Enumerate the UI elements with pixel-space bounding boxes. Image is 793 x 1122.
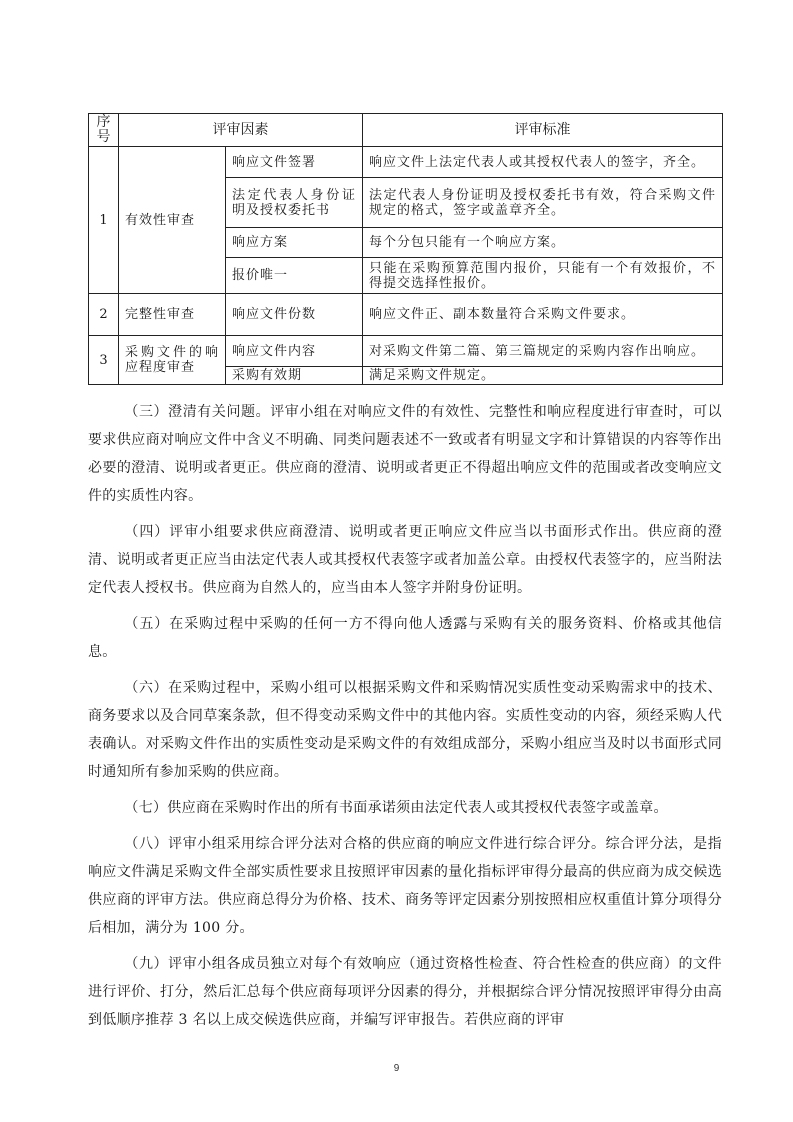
paragraph-clarification: （三）澄清有关问题。评审小组在对响应文件的有效性、完整性和响应程度进行审查时，可以要求供应商对响应文件中含义不明确、同类问题表述不一致或者有明显文字和计算错误的内容等作出必要的澄清、说明或者更正。供应商的澄清、说明或者更正不得超出响应文件的范围或者改变响应文件的实质性内容。: [88, 404, 722, 504]
factor-cell: 报价唯一: [226, 258, 363, 294]
seq-cell: 2: [89, 294, 119, 336]
category-cell: 采购文件的响应程度审查: [119, 336, 226, 385]
factor-cell: 采购有效期: [226, 367, 363, 385]
paragraph-confidentiality: （五）在采购过程中采购的任何一方不得向他人透露与采购有关的服务资料、价格或其他信息。: [88, 616, 722, 660]
paragraph-written-commitment: （七）供应商在采购时作出的所有书面承诺须由法定代表人或其授权代表签字或盖章。: [124, 800, 668, 816]
table-row: [89, 147, 723, 178]
header-factor: 评审因素: [119, 114, 363, 147]
factor-cell: 响应文件份数: [226, 294, 363, 336]
table-header-row: [89, 114, 723, 147]
body-text: [88, 398, 722, 1034]
page-number: 9: [393, 1063, 400, 1074]
category-cell: 有效性审查: [119, 147, 226, 294]
category-cell: 完整性审查: [119, 294, 226, 336]
paragraph-evaluation: （九）评审小组各成员独立对每个有效响应（通过资格性检查、符合性检查的供应商）的文件进行评价、打分，然后汇总每个供应商每项评分因素的得分，并根据综合评分情况按照评审得分由高到低顺序推荐 3 名以上成交候选供应商，并编写评审报告。若供应商的评审: [88, 956, 722, 1028]
standard-cell: 只能在采购预算范围内报价，只能有一个有效报价，不得提交选择性报价。: [363, 258, 723, 294]
standard-cell: 法定代表人身份证明及授权委托书有效，符合采购文件规定的格式，签字或盖章齐全。: [363, 178, 723, 228]
paragraph-substantive-change: （六）在采购过程中，采购小组可以根据采购文件和采购情况实质性变动采购需求中的技术、商务要求以及合同草案条款，但不得变动采购文件中的其他内容。实质性变动的内容，须经采购人代表确认。对采购文件作出的实质性变动是采购文件的有效组成部分，采购小组应当及时以书面形式同时通知所有参加采购的供应商。: [88, 680, 722, 780]
standard-cell: 响应文件上法定代表人或其授权代表人的签字，齐全。: [363, 147, 723, 178]
standard-cell: 对采购文件第二篇、第三篇规定的采购内容作出响应。: [363, 336, 723, 367]
standard-cell: 响应文件正、副本数量符合采购文件要求。: [363, 294, 723, 336]
factor-cell: 法定代表人身份证明及授权委托书: [226, 178, 363, 228]
factor-cell: 响应文件内容: [226, 336, 363, 367]
seq-cell: 1: [89, 147, 119, 294]
paragraph-scoring-method: （八）评审小组采用综合评分法对合格的供应商的响应文件进行综合评分。综合评分法，是指响应文件满足采购文件全部实质性要求且按照评审因素的量化指标评审得分最高的供应商为成交候选供应商的评审方法。供应商总得分为价格、技术、商务等评定因素分别按照相应权重值计算分项得分后相加，满分为 100 分。: [88, 836, 722, 936]
factor-cell: 响应文件签署: [226, 147, 363, 178]
standard-cell: 每个分包只能有一个响应方案。: [363, 228, 723, 258]
table-row: [89, 336, 723, 367]
seq-cell: 3: [89, 336, 119, 385]
review-criteria-table: [88, 113, 723, 385]
header-standard: 评审标准: [363, 114, 723, 147]
header-seq: 序号: [89, 114, 119, 147]
paragraph-written-form: （四）评审小组要求供应商澄清、说明或者更正响应文件应当以书面形式作出。供应商的澄清、说明或者更正应当由法定代表人或其授权代表签字或者加盖公章。由授权代表签字的，应当附法定代表人授权书。供应商为自然人的，应当由本人签字并附身份证明。: [88, 524, 722, 596]
factor-cell: 响应方案: [226, 228, 363, 258]
standard-cell: 满足采购文件规定。: [363, 367, 723, 385]
table-row: [89, 294, 723, 336]
